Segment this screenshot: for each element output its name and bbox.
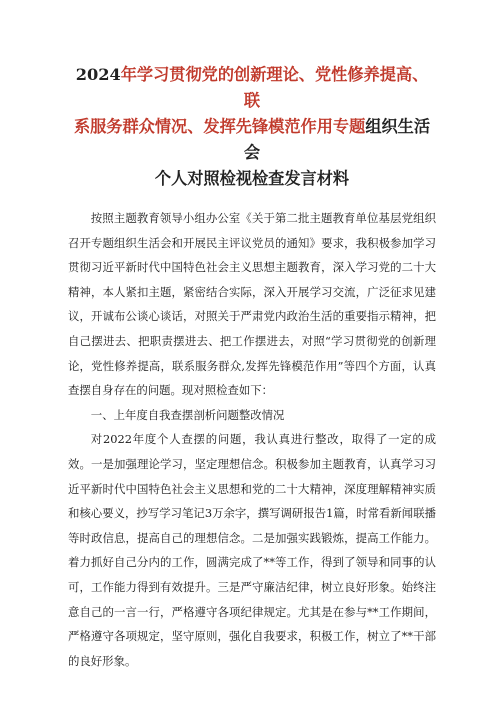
title-line2-red: 系服务群众情况、发挥先锋模范作用专题	[73, 117, 366, 136]
title-line3: 个人对照检视检查发言材料	[154, 169, 350, 188]
intro-paragraph: 按照主题教育领导小组办公室《关于第二批主题教育单位基层党组织召开专题组织生活会和开展民主评议党员的通知》要求，我积极参加学习贯彻习近平新时代中国特色社会主义思想主题教育，深入学习党的二十大精神，本人紧扣主题，紧密结合实际，深入开展学习交流，广泛征求见建议，开诚布公谈心谈话，对照关于严肃党内政治生活的重要指示精神，把自己摆进去、把职责摆进去、把工作摆进去，对照“学习贯彻党的创新理论，党性修养提高，联系服务群众,发挥先锋模范作用”等四个方面，认真查摆自身存在的问题。现对照检查如下：	[68, 211, 436, 398]
title-year: 2024	[75, 65, 121, 84]
title-line1-red: 年学习贯彻党的创新理论、党性修养提高、联	[120, 65, 429, 110]
title-line2-black: 组织生活会	[243, 117, 431, 162]
document-title	[68, 62, 436, 192]
section-heading: 一、上年度自我查摆剖析问题整改情况	[90, 407, 285, 422]
body-paragraph: 对2022年度个人查摆的问题，我认真进行整改，取得了一定的成效。一是加强理论学习，坚定理想信念。积极参加主题教育，认真学习习近平新时代中国特色社会主义思想和党的二十大精神，深度理解精神实质和核心要义，抄写学习笔记3万余字，撰写调研报告1篇，时常看新闻联播等时政信息，提高自己的理想信念。二是加强实践锻炼，提高工作能力。着力抓好自己分内的工作，圆满完成了**等工作，得到了领导和同事的认可，工作能力得到有效提升。三是严守廉洁纪律，树立良好形象。始终注意自己的一言一行，严格遵守各项纪律规定。尤其是在参与**工作期间，严格遵守各项规定，坚守原则，强化自我要求，积极工作，树立了**干部的良好形象。	[68, 432, 436, 668]
